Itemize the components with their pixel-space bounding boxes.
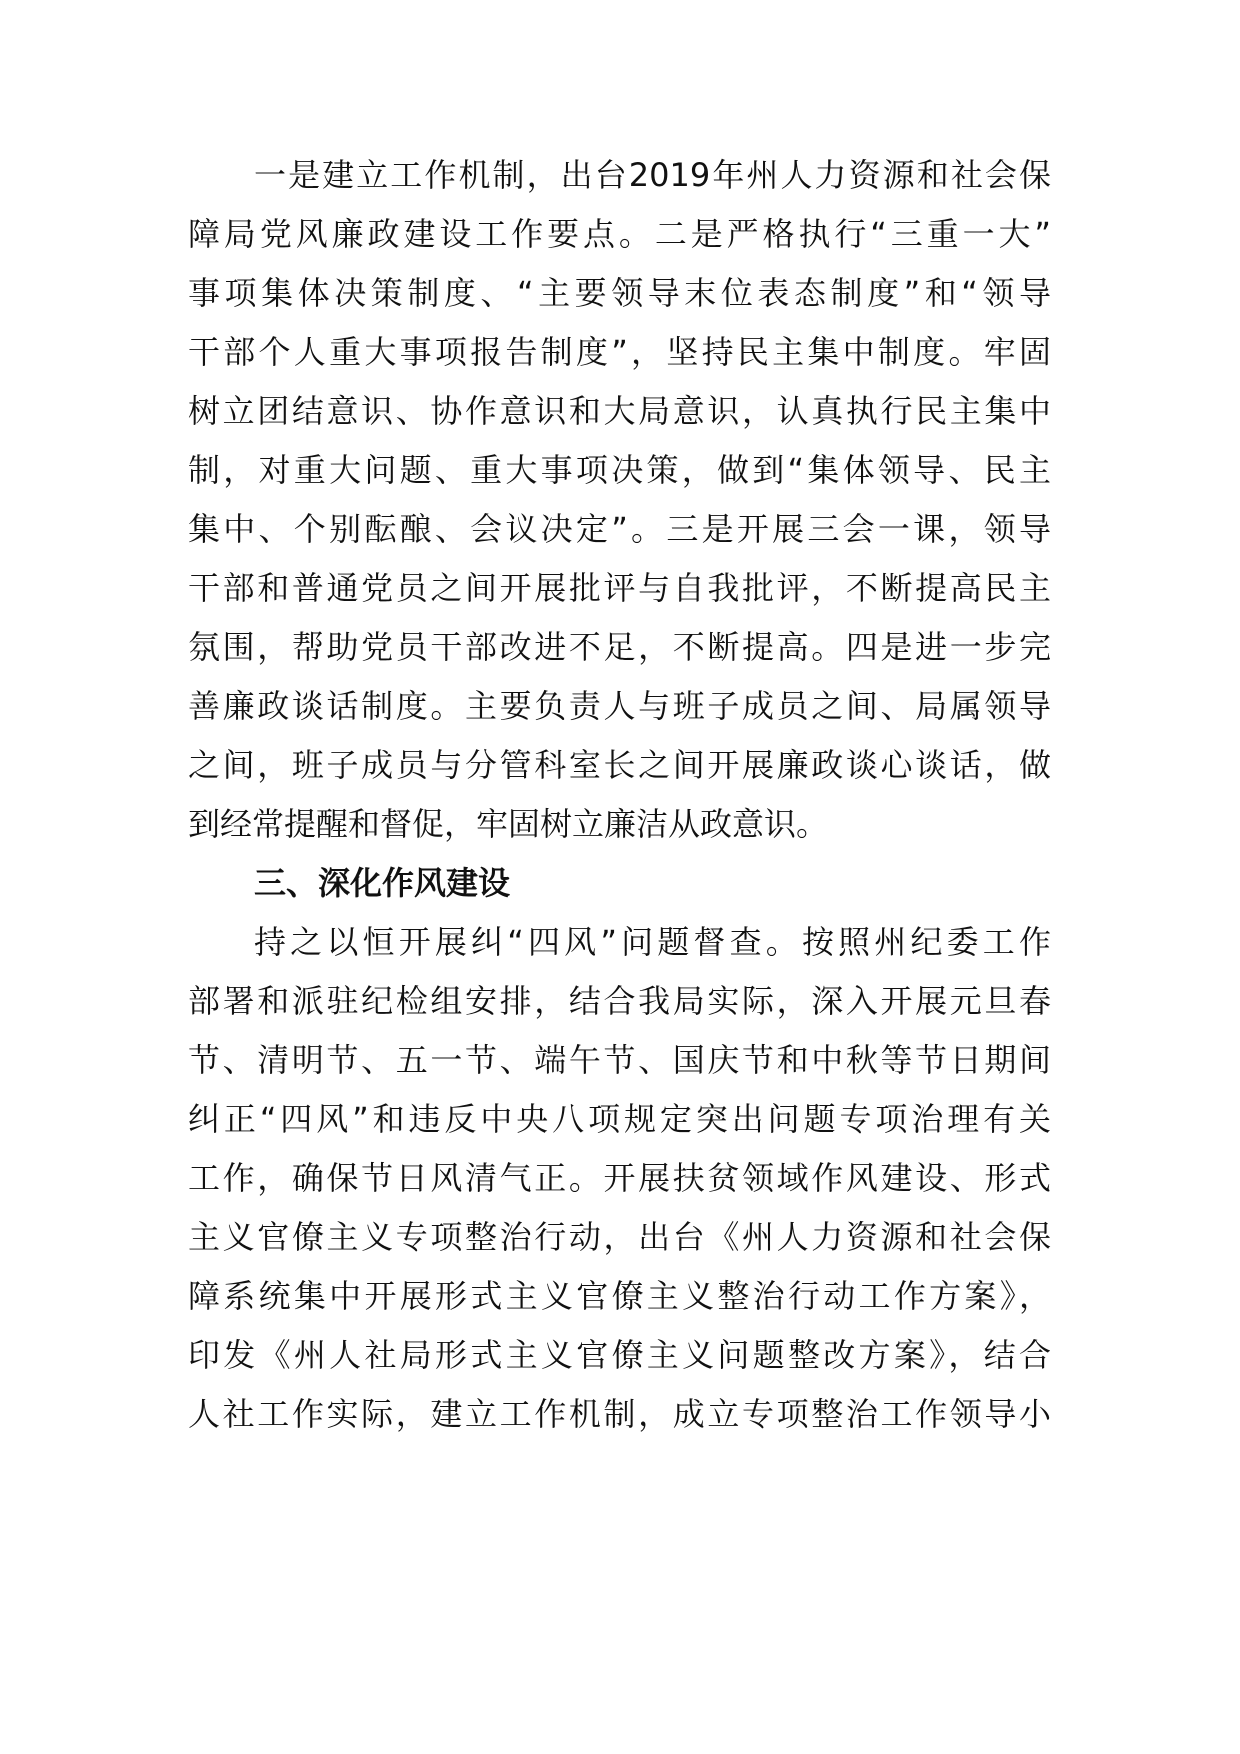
paragraph-1-line: [0, 735, 1240, 795]
paragraph-2-line: [0, 1384, 1240, 1444]
text-line: 印发《州人社局形式主义官僚主义问题整改方案》，结合: [188, 1336, 1051, 1374]
paragraph-1-line: [0, 558, 1240, 618]
paragraph-2-line: [0, 1207, 1240, 1267]
text-line: 人社工作实际，建立工作机制，成立专项整治工作领导小: [188, 1395, 1051, 1433]
text-line: 持之以恒开展纠“四风”问题督查。按照州纪委工作: [254, 923, 1051, 961]
paragraph-2-line: [0, 971, 1240, 1031]
text-line: 一是建立工作机制，出台2019年州人力资源和社会保: [254, 156, 1051, 194]
text-line: 障系统集中开展形式主义官僚主义整治行动工作方案》，: [188, 1277, 1051, 1315]
text-line: 集中、个别酝酿、会议决定”。三是开展三会一课，领导: [188, 510, 1051, 548]
paragraph-1-line: [0, 322, 1240, 382]
text-line: 之间，班子成员与分管科室长之间开展廉政谈心谈话，做: [188, 746, 1051, 784]
paragraph-2-line: [0, 1325, 1240, 1385]
paragraph-1-line: [0, 617, 1240, 677]
paragraph-1-line: [0, 499, 1240, 559]
text-line: 善廉政谈话制度。主要负责人与班子成员之间、局属领导: [188, 687, 1051, 725]
paragraph-1-line: [0, 794, 1240, 854]
paragraph-1-line: [0, 145, 1240, 205]
paragraph-2-line: [0, 1089, 1240, 1149]
paragraph-2-line: [0, 1266, 1240, 1326]
text-line: 树立团结意识、协作意识和大局意识，认真执行民主集中: [188, 392, 1051, 430]
text-line: 工作，确保节日风清气正。开展扶贫领域作风建设、形式: [188, 1159, 1051, 1197]
text-line: 干部个人重大事项报告制度”，坚持民主集中制度。牢固: [188, 333, 1051, 371]
section-heading: [0, 853, 1240, 913]
paragraph-2-line: [0, 912, 1240, 972]
paragraph-1-line: [0, 263, 1240, 323]
text-line: 部署和派驻纪检组安排，结合我局实际，深入开展元旦春: [188, 982, 1051, 1020]
text-line: 主义官僚主义专项整治行动，出台《州人力资源和社会保: [188, 1218, 1051, 1256]
paragraph-1-line: [0, 204, 1240, 264]
paragraph-2-line: [0, 1148, 1240, 1208]
text-line: 氛围，帮助党员干部改进不足，不断提高。四是进一步完: [188, 628, 1051, 666]
paragraph-1-line: [0, 381, 1240, 441]
section-heading-text: 三、深化作风建设: [254, 864, 511, 902]
paragraph-1-line: [0, 676, 1240, 736]
text-line: 干部和普通党员之间开展批评与自我批评，不断提高民主: [188, 569, 1051, 607]
paragraph-2-line: [0, 1030, 1240, 1090]
text-line: 节、清明节、五一节、端午节、国庆节和中秋等节日期间: [188, 1041, 1051, 1079]
paragraph-1-line: [0, 440, 1240, 500]
text-line: 纠正“四风”和违反中央八项规定突出问题专项治理有关: [188, 1100, 1051, 1138]
text-line: 到经常提醒和督促，牢固树立廉洁从政意识。: [188, 805, 829, 843]
text-line: 事项集体决策制度、“主要领导末位表态制度”和“领导: [188, 274, 1051, 312]
text-line: 制，对重大问题、重大事项决策，做到“集体领导、民主: [188, 451, 1051, 489]
text-line: 障局党风廉政建设工作要点。二是严格执行“三重一大”: [188, 215, 1051, 253]
